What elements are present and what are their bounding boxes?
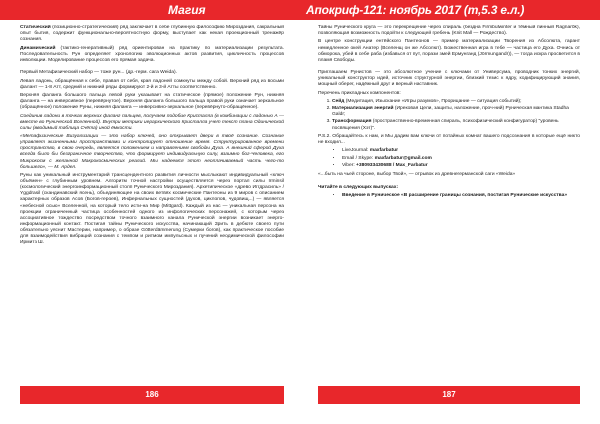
issue-title: Апокриф-121: ноябрь 2017 (т,5.3 е.л.) [306,3,525,17]
paragraph: Верхняя фаланга большого пальца левой руки указывает на статическое (прямое) положение Рун, нижняя фаланга — на инверсивное (перевёрнутое). Верхняя фаланга большого пальца правой руки означает зеркальное (обращённое) положение Руны, нижняя фаланга — инверсивно-зеркальное (перевёрнуто-обращённое). [20,93,284,111]
right-page-footer [318,386,580,404]
left-header-bar [0,0,300,20]
list-item: 1. Сейд (Медитация, Изыскание «Игры разумов», Прорицание — ситуация событий); [332,99,580,105]
quote: «Метафизические Визуализации — это набор ключей, оно открывает двери в твоё сознание. Сознание управляет жизненными пространствами и контролирует отношение время. Структурированное времени пространство, в свою очередь, является положением и направлением свободы Духа. А внешний сферой Духа всегда было бы безграничное творчество, что формирует индивидуальную силу, взаимно бог-Человека, его Микрокосм с желанной Макрокосмических реалий. Мы надеемся этот неоплачиваемый часть чего-то большего», — М. Ардел. [20,134,284,170]
paragraph: Первый Метафизический набор — тоже рун... (др.-герм. сага Weida). [20,70,177,76]
contact-viber: • Viber: +380933430688 / Max_Farbatur [342,163,580,169]
paragraph: «...быть на чьей стороне, выбор Твой», — отрывок из древнегерманской саги «Weida» [318,172,516,178]
paragraph: Тайны Рунического круга — это перекрещение через спираль (бездна Firmbulwinter и тёмный пинный Ragnarök), позволяющая возможность подойти к следующей гребень (Knit Mall — Рождество). [318,25,580,37]
page-number: 187 [442,390,456,399]
next-issue-heading: Читайте в следующих выпусках: [318,184,399,190]
list-item: 2. Материализация энергий (Ирековая Цели, защиты, наложение, проч-ний) Руническая мантика Stadha Galdr; [332,106,580,118]
components-list [332,99,580,131]
paragraph: Перечень прикладных компонентов: [318,90,401,96]
right-page-text [318,25,580,375]
paragraph: Соединив ладони в точках верхних фаланг пальцев, получаем подобие Кристалла (в комбинации с ладонью А — вместе во Рунической Вселенной). Внутри метрики иерархического Кристалла учет текст плана Одинической силы (вводимый таблица Счёта) иной ёмкости. [20,113,284,131]
section-title: Магия [168,3,206,17]
paragraph: Динамический (тактико-генеративный) ряд ориентирован на практику по материализации результата. Последовательность Рун определяет хронологию эволюционных актов развития, цикличность процессов инволюции. Моделирование процессов его прямая задача. [20,45,284,63]
email-link[interactable]: maxfarbatur@gmail.com [374,155,432,161]
list-item: 3. Трансформация (пространственно-временная спираль, психофизический конфигуратор) "уровень посвящения (Хэт)". [332,119,580,131]
contacts-list [342,148,580,169]
next-issue-list [342,193,580,199]
viber-link[interactable]: +380933430688 / Max_Farbatur [356,163,428,169]
paragraph: Статический (позиционно-стратегический) ряд заключает в себе глубинную философию Мироздания, сакральный опыт бытия, содержит функционально-вероятностную форму, выступает как некая проекционный тренажёр сознания. [20,25,284,43]
contact-livejournal: • LiveJournal: maxfarbatur [342,148,580,154]
paragraph: Руны как уникальный инструментарий трансцендентного развития личности мыслыкают индивидуальный «ключ объёмен» с глубинным уровнем. Алгоритм точной настройки осуществляется через портал силы Irminsil (космологический энергоинформационный столп Рунического Мироздания). Архетипическое «древо Иггдрасиль» / Yggdrasil (скандинавский ясень), объединяющее на своих ветвях космические Пантеоны из 9 миров с описанием характерных образов Асов (Богов-героев), Инфернальных сущностей (духов, циклопов, чудовищ...) — является «небесной осью» Вселенной, на который тело исти-на Мир (Mittgard). Каждый из нас — уникальная персона на проекции ограниченный частица особенностей одного из инфологических персонажей, с которым через ассоциативное тождество посредством точного взаимного канала Рунической энергии возникает энерго-информационный контакт. Постигая тайны Рунического искусства, начинающий Зрить в дебюте своего пути обязательно уяснит Мастерии, например, о образе Götterdämmerung (Сумерки богов), как практическое пособие для взаимодействия вибраций сознания с темпом и ритмом импульсных и пучений неодимической философии Ирмитз Ш. [20,173,284,246]
paragraph: P.S.2. Обращайтесь к нам, и Мы дадим вам ключи от потайных комнат вашего подсознания в которые ещё никто не входил... [318,133,580,145]
livejournal-link[interactable]: maxfarbatur [369,148,399,154]
paragraph: Левая ладонь, обращённая к себе, правая от себя, края ладоней сомкнуты между собой. Верхний ряд из восьми фалант — 1-8 Атт, средний и нижний ряды формируют 2-й и 3-й Атты соответственно. [20,78,284,90]
list-item: • Введение в Руническое «В расширение границы сознания, постигая Рунические искусства» [342,193,580,199]
left-page-text [20,25,284,375]
left-page-footer [20,386,284,404]
paragraph: В центре конструкции ентёйского Пантеонов — пример материализации Творения из Абсолюта, гарант немедленное окей Анатер (Вселенщ он же Абсолют). Божественная игра в тебе — частица его Духа. Очнись от обморока, убей в себе раба (избавься от пут, порази змей Ермунганд (Jörmungandr)), — тогда искра просветится в пламя Свободы. [318,39,580,63]
right-header-bar [300,0,600,20]
paragraph: Приглашаем Рунистов — это абсолютное учение с ключами от Универсума, проводник тонких энергий, уникальный конструктор идей, источник структурной энергии, близкий тезис к ядру, кодифицирующий знания, мощный оберег, надёжный друг и верный наставник. [318,70,580,88]
page-number: 186 [145,390,159,399]
contact-email: • Email / Skype: maxfarbatur@gmail.com [342,156,580,162]
